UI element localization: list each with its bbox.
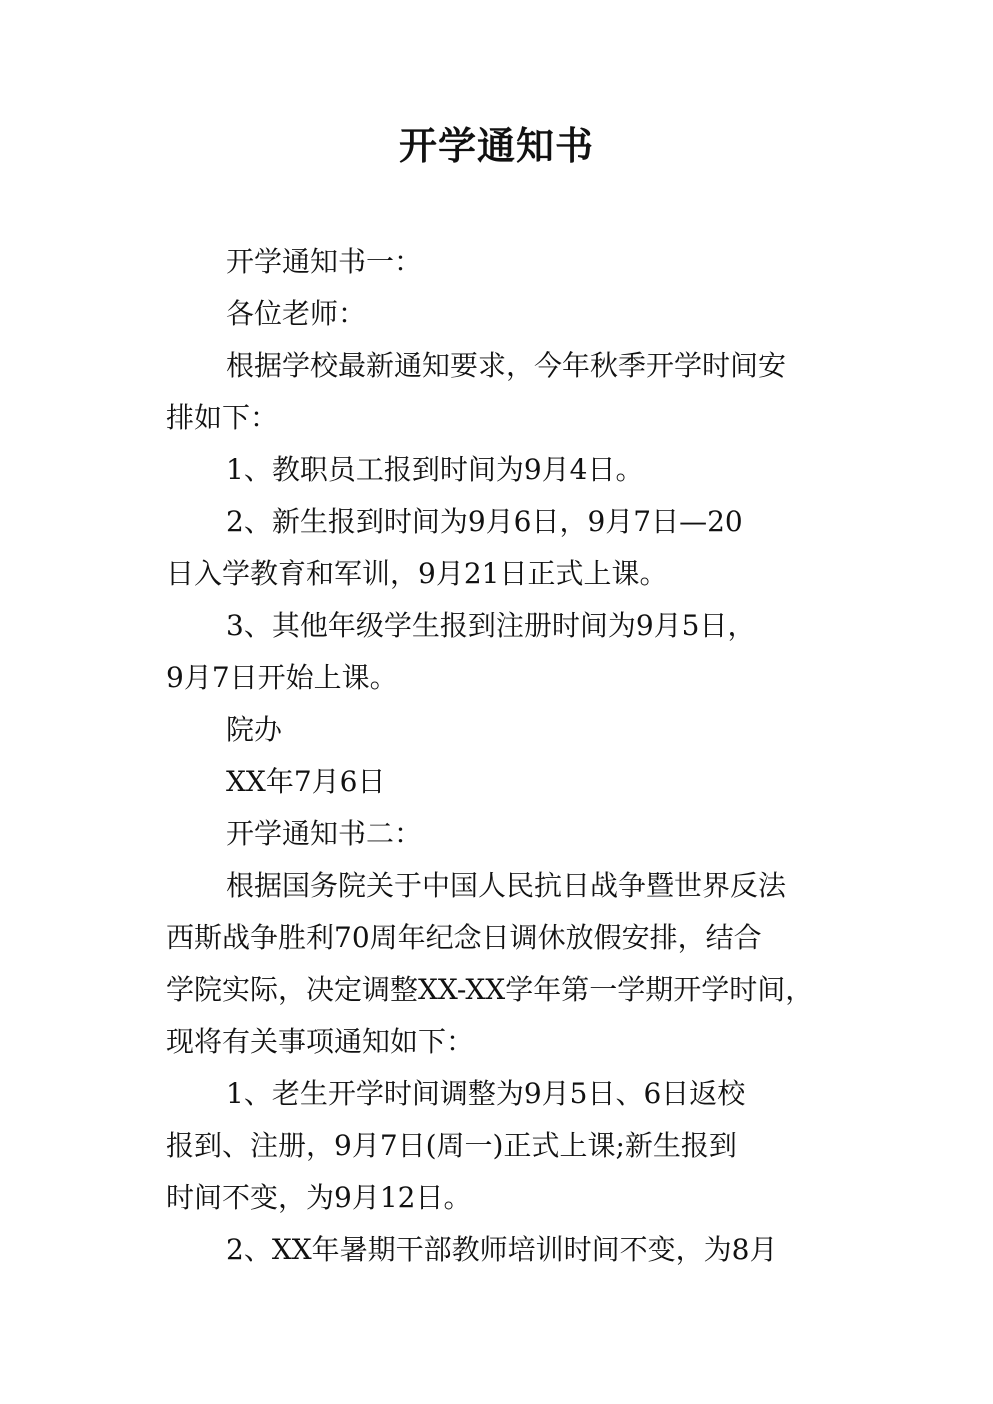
- list-item-line: 2、新生报到时间为9月6日，9月7日—20: [226, 505, 743, 538]
- paragraph-line: 学院实际，决定调整XX-XX学年第一学期开学时间，: [166, 973, 814, 1006]
- signature-office: 院办: [226, 713, 283, 746]
- salutation: 各位老师：: [226, 297, 367, 330]
- paragraph-line: 现将有关事项通知如下：: [166, 1025, 475, 1058]
- section-heading-1: 开学通知书一：: [226, 245, 423, 278]
- section-heading-2: 开学通知书二：: [226, 817, 423, 850]
- list-item-line: 3、其他年级学生报到注册时间为9月5日，: [226, 609, 756, 642]
- paragraph-line: 排如下：: [166, 401, 279, 434]
- document-title: 开学通知书: [398, 124, 594, 168]
- list-item-line: 1、老生开学时间调整为9月5日、6日返校: [226, 1077, 746, 1110]
- list-item-line: 日入学教育和军训，9月21日正式上课。: [166, 557, 668, 590]
- list-item-line: 9月7日开始上课。: [166, 661, 398, 694]
- list-item-line: 2、XX年暑期干部教师培训时间不变，为8月: [226, 1233, 778, 1266]
- paragraph-line: 根据学校最新通知要求，今年秋季开学时间安: [226, 349, 787, 382]
- list-item-line: 报到、注册，9月7日(周一)正式上课;新生报到: [166, 1129, 737, 1162]
- list-item-line: 1、教职员工报到时间为9月4日。: [226, 453, 644, 486]
- list-item-line: 时间不变，为9月12日。: [166, 1181, 472, 1214]
- signature-date: XX年7月6日: [226, 765, 386, 798]
- paragraph-line: 根据国务院关于中国人民抗日战争暨世界反法: [226, 869, 787, 902]
- paragraph-line: 西斯战争胜利70周年纪念日调休放假安排，结合: [166, 921, 762, 954]
